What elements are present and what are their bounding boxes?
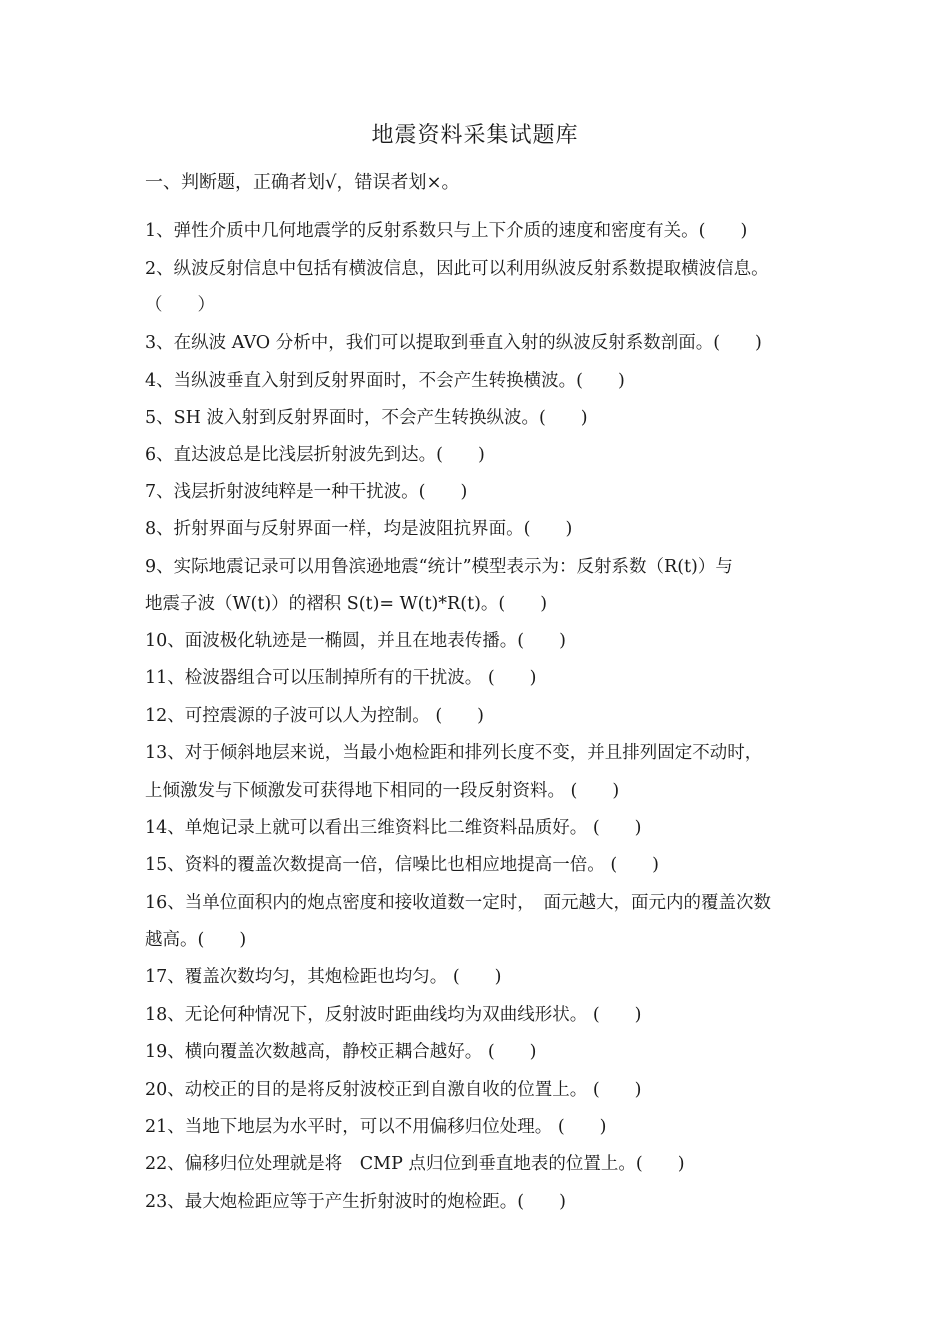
question-line: 2、纵波反射信息中包括有横波信息，因此可以利用纵波反射系数提取横波信息。 — [145, 259, 769, 279]
question-line: 3、在纵波 AVO 分析中，我们可以提取到垂直入射的纵波反射系数剖面。( ) — [145, 333, 762, 353]
question-line: 13、对于倾斜地层来说，当最小炮检距和排列长度不变，并且排列固定不动时， — [145, 743, 763, 763]
question-line: 17、覆盖次数均匀，其炮检距也均匀。 ( ) — [145, 967, 502, 987]
question-line: 16、当单位面积内的炮点密度和接收道数一定时， 面元越大，面元内的覆盖次数 — [145, 893, 772, 913]
question-line: 10、面波极化轨迹是一椭圆，并且在地表传播。( ) — [145, 631, 566, 651]
question-line: 12、可控震源的子波可以人为控制。 ( ) — [145, 706, 484, 726]
question-line: 5、SH 波入射到反射界面时，不会产生转换纵波。( ) — [145, 408, 588, 428]
question-line: 15、资料的覆盖次数提高一倍，信噪比也相应地提高一倍。 ( ) — [145, 855, 659, 875]
document-title: 地震资料采集试题库 — [371, 123, 579, 148]
question-line: 4、当纵波垂直入射到反射界面时，不会产生转换横波。( ) — [145, 371, 625, 391]
question-line: 6、直达波总是比浅层折射波先到达。( ) — [145, 445, 485, 465]
question-line: 20、动校正的目的是将反射波校正到自激自收的位置上。 ( ) — [145, 1080, 642, 1100]
question-line: 18、无论何种情况下，反射波时距曲线均为双曲线形状。 ( ) — [145, 1005, 642, 1025]
question-line: 越高。( ) — [145, 930, 247, 950]
question-line: 21、当地下地层为水平时，可以不用偏移归位处理。 ( ) — [145, 1117, 607, 1137]
question-line: 14、单炮记录上就可以看出三维资料比二维资料品质好。 ( ) — [145, 818, 642, 838]
question-line: 23、最大炮检距应等于产生折射波时的炮检距。( ) — [145, 1192, 566, 1212]
question-line: 19、横向覆盖次数越高，静校正耦合越好。 ( ) — [145, 1042, 537, 1062]
question-line: 地震子波（W(t)）的褶积 S(t)= W(t)*R(t)。( ) — [145, 594, 548, 614]
question-line: 8、折射界面与反射界面一样，均是波阻抗界面。( ) — [145, 519, 573, 539]
question-line: 22、偏移归位处理就是将 CMP 点归位到垂直地表的位置上。( ) — [145, 1154, 685, 1174]
question-line: 11、检波器组合可以压制掉所有的干扰波。 ( ) — [145, 668, 537, 688]
section-heading: 一、判断题，正确者划√，错误者划×。 — [145, 172, 460, 193]
question-line: 上倾激发与下倾激发可获得地下相同的一段反射资料。 ( ) — [145, 781, 620, 801]
question-line: 1、弹性介质中几何地震学的反射系数只与上下介质的速度和密度有关。( ) — [145, 221, 748, 241]
question-line: （ ） — [145, 295, 215, 315]
question-line: 9、实际地震记录可以用鲁滨逊地震“统计”模型表示为：反射系数（R(t)）与 — [145, 557, 733, 577]
question-line: 7、浅层折射波纯粹是一种干扰波。( ) — [145, 482, 468, 502]
